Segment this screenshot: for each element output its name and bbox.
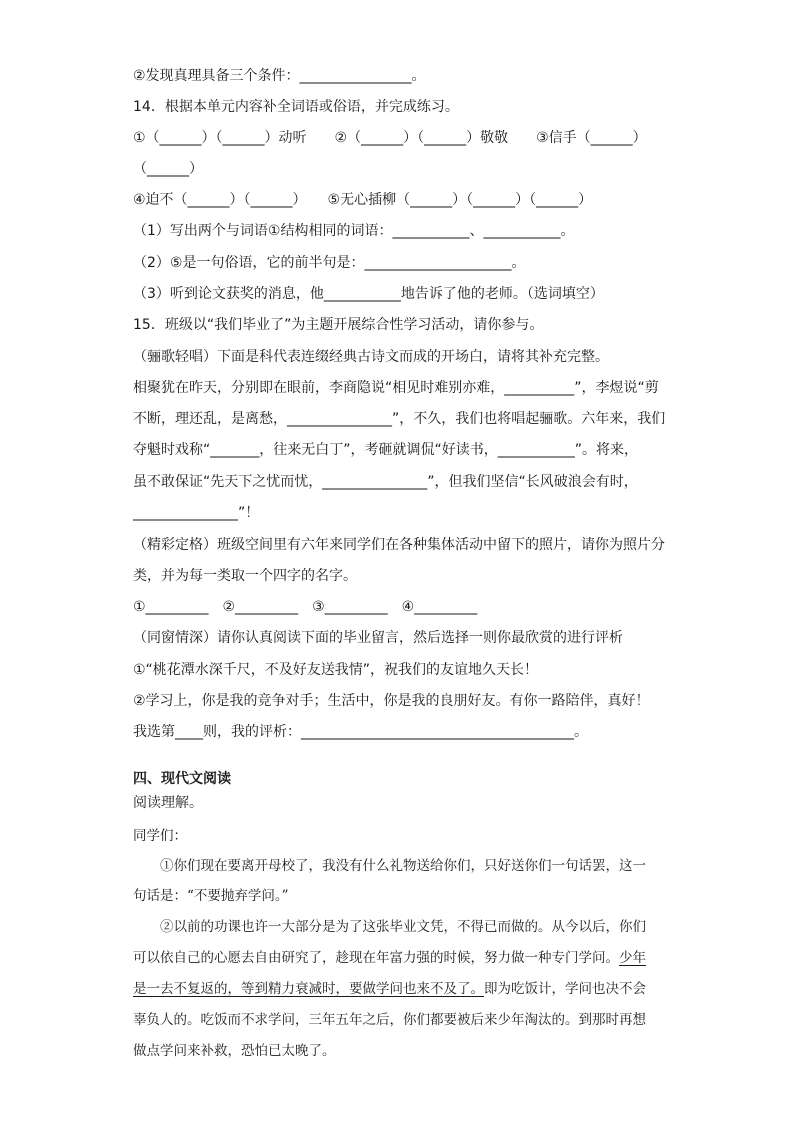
question-14: 14．根据本单元内容补全词语或俗语，并完成练习。 (133, 99, 459, 115)
text-line: _______________”！ (133, 505, 260, 521)
passage-line (133, 979, 646, 999)
passage-line: 做点学问来补救，恐怕已太晚了。 (133, 1043, 336, 1059)
text-line: 夺魁时戏称“_______，往来无白丁”，考砸就调侃“好读书，___________”。将来， (133, 442, 639, 458)
text-line: 相聚犹在昨天，分别即在眼前，李商隐说“相见时难别亦难，__________”，李煜说“剪 (133, 380, 659, 396)
text-line: 虽不敢保证“先天下之忧而忧，_______________”，但我们坚信“长风破浪会有时， (133, 474, 638, 490)
question-15: 15．班级以“我们毕业了”为主题开展综合性学习活动，请你参与。 (133, 317, 544, 333)
text-line: ①（______）（______）动听 ②（______）（______）敬敬 ③信手（______） (133, 130, 647, 146)
text-line: （精彩定格）班级空间里有六年来同学们在各种集体活动中留下的照片，请你为照片分 (133, 537, 665, 553)
text-line: ④迫不（______）（______） ⑤无心插柳（______）（______）（______） (133, 192, 593, 208)
text-line: 不断，理还乱，是离愁，_______________”，不久，我们也将唱起骊歌。六年来，我们 (133, 411, 666, 427)
text-line: ②学习上，你是我的竞争对手；生活中，你是我的良朋好友。有你一路陪伴，真好！ (133, 693, 650, 709)
text-line: （1）写出两个与词语①结构相同的词语：___________、___________。 (133, 223, 575, 239)
text-line: （同窗情深）请你认真阅读下面的毕业留言，然后选择一则你最欣赏的进行评析 (133, 630, 623, 646)
text-line: ①“桃花潭水深千尺，不及好友送我情”，祝我们的友谊地久天长！ (133, 662, 539, 678)
passage-line: ②以前的功课也许一大部分是为了这张毕业文凭，不得已而做的。从今以后，你们 (160, 919, 646, 935)
passage-greeting: 同学们： (133, 828, 187, 844)
text-line: 类，并为每一类取一个四字的名字。 (133, 568, 357, 584)
section-title: 四、现代文阅读 (133, 771, 231, 787)
passage-text: 即为吃饭计，学问也决不会 (484, 981, 646, 997)
underlined-text: 少年 (619, 950, 646, 966)
passage-line: ①你们现在要离开母校了，我没有什么礼物送给你们，只好送你们一句话罢，这一 (160, 858, 646, 874)
text-line: ②发现真理具备三个条件：________________。 (133, 68, 426, 84)
passage-text: 可以依自己的心愿去自由研究了，趁现在年富力强的时候，努力做一种专门学问。 (133, 950, 619, 966)
text-line: 我选第____则，我的评析：_______________________________________。 (133, 724, 588, 740)
text-line: （骊歌轻唱）下面是科代表连缀经典古诗文而成的开场白，请将其补充完整。 (133, 349, 609, 365)
passage-line: 句话是：“不要抛弃学问。” (133, 888, 289, 904)
passage-line (133, 948, 646, 968)
text-line: （2）⑤是一句俗语，它的前半句是：_____________________。 (133, 255, 526, 271)
underlined-text: 是一去不复返的，等到精力衰减时，要做学问也来不及了。 (133, 981, 484, 997)
section-subtitle: 阅读理解。 (133, 795, 203, 811)
passage-line: 辜负人的。吃饭而不求学问，三年五年之后，你们都要被后来少年淘汰的。到那时再想 (133, 1012, 646, 1028)
text-line: （3）听到论文获奖的消息，他___________地告诉了他的老师。（选词填空） (133, 286, 604, 302)
text-line: ①_________ ②_________ ③_________ ④_________ (133, 599, 478, 615)
text-line: （______） (133, 161, 203, 177)
